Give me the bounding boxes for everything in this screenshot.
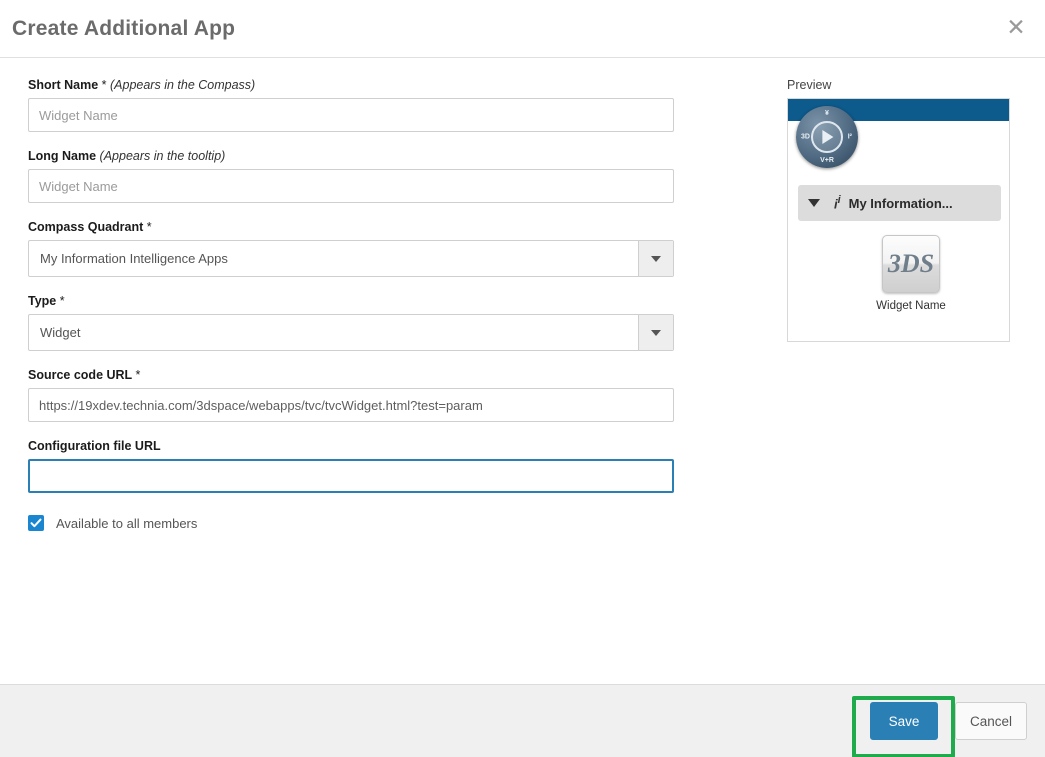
- type-required: *: [59, 294, 65, 308]
- short-name-hint: (Appears in the Compass): [110, 78, 256, 92]
- available-to-all-members-row[interactable]: [28, 515, 674, 531]
- compass-quadrant-select[interactable]: [28, 240, 674, 277]
- field-source-code-url: [28, 368, 674, 422]
- field-compass-quadrant: [28, 220, 674, 277]
- cancel-button[interactable]: Cancel: [955, 702, 1027, 740]
- compass-quadrant-value: My Information Intelligence Apps: [40, 251, 228, 266]
- field-long-name: [28, 149, 674, 203]
- preview-app-tile: [816, 235, 1006, 312]
- short-name-required: *: [101, 78, 107, 92]
- compass-west-label: 3D: [801, 133, 810, 141]
- source-code-url-input[interactable]: [28, 388, 674, 422]
- type-select-wrap: [28, 314, 674, 351]
- dialog-header: [0, 0, 1045, 58]
- type-label: [28, 294, 674, 308]
- preview-quadrant-label: My Information...: [848, 195, 953, 211]
- compass-quadrant-select-wrap: [28, 240, 674, 277]
- compass-icon: [796, 106, 858, 168]
- information-intelligence-icon: $i^i$: [834, 194, 841, 212]
- field-configuration-file-url: [28, 439, 674, 493]
- threeds-app-icon: 3DS: [882, 235, 940, 293]
- field-type: [28, 294, 674, 351]
- configuration-file-url-label: [28, 439, 674, 453]
- short-name-input[interactable]: [28, 98, 674, 132]
- page-title: Create Additional App: [12, 16, 236, 40]
- preview-panel: [787, 78, 1010, 342]
- close-icon[interactable]: ✕: [1006, 15, 1026, 41]
- source-code-url-label: [28, 368, 674, 382]
- triangle-down-icon: [808, 199, 820, 207]
- short-name-label: [28, 78, 674, 92]
- caret-shape: [651, 256, 661, 262]
- dialog-body: [0, 58, 1045, 684]
- configuration-file-url-input[interactable]: [28, 459, 674, 493]
- long-name-input[interactable]: [28, 169, 674, 203]
- compass-south-label: V+R: [820, 157, 834, 164]
- type-label-text: Type: [28, 294, 57, 308]
- source-code-url-required: *: [135, 368, 141, 382]
- configuration-file-url-label-text: Configuration file URL: [28, 439, 161, 453]
- type-select[interactable]: [28, 314, 674, 351]
- caret-shape: [651, 330, 661, 336]
- preview-app-tile-label: Widget Name: [876, 300, 946, 312]
- compass-north-label: ¥: [825, 110, 829, 117]
- compass-quadrant-label: [28, 220, 674, 234]
- field-short-name: [28, 78, 674, 132]
- preview-box: [787, 98, 1010, 342]
- form-column: [28, 78, 674, 531]
- dialog-footer: [0, 684, 1045, 757]
- source-code-url-label-text: Source code URL: [28, 368, 132, 382]
- checkbox-checked-icon[interactable]: [28, 515, 44, 531]
- long-name-hint: (Appears in the tooltip): [99, 149, 226, 163]
- compass-east-label: I²: [847, 133, 852, 141]
- long-name-label: [28, 149, 674, 163]
- long-name-label-text: Long Name: [28, 149, 97, 163]
- available-to-all-members-label: Available to all members: [56, 515, 198, 531]
- chevron-down-icon[interactable]: [638, 315, 673, 350]
- save-button[interactable]: Save: [870, 702, 938, 740]
- type-value: Widget: [40, 325, 81, 340]
- compass-play-icon: [822, 130, 833, 144]
- preview-quadrant-bar: [798, 185, 1001, 221]
- compass-quadrant-label-text: Compass Quadrant: [28, 220, 144, 234]
- compass-quadrant-required: *: [146, 220, 152, 234]
- short-name-label-text: Short Name: [28, 78, 99, 92]
- chevron-down-icon[interactable]: [638, 241, 673, 276]
- preview-title: Preview: [787, 78, 832, 92]
